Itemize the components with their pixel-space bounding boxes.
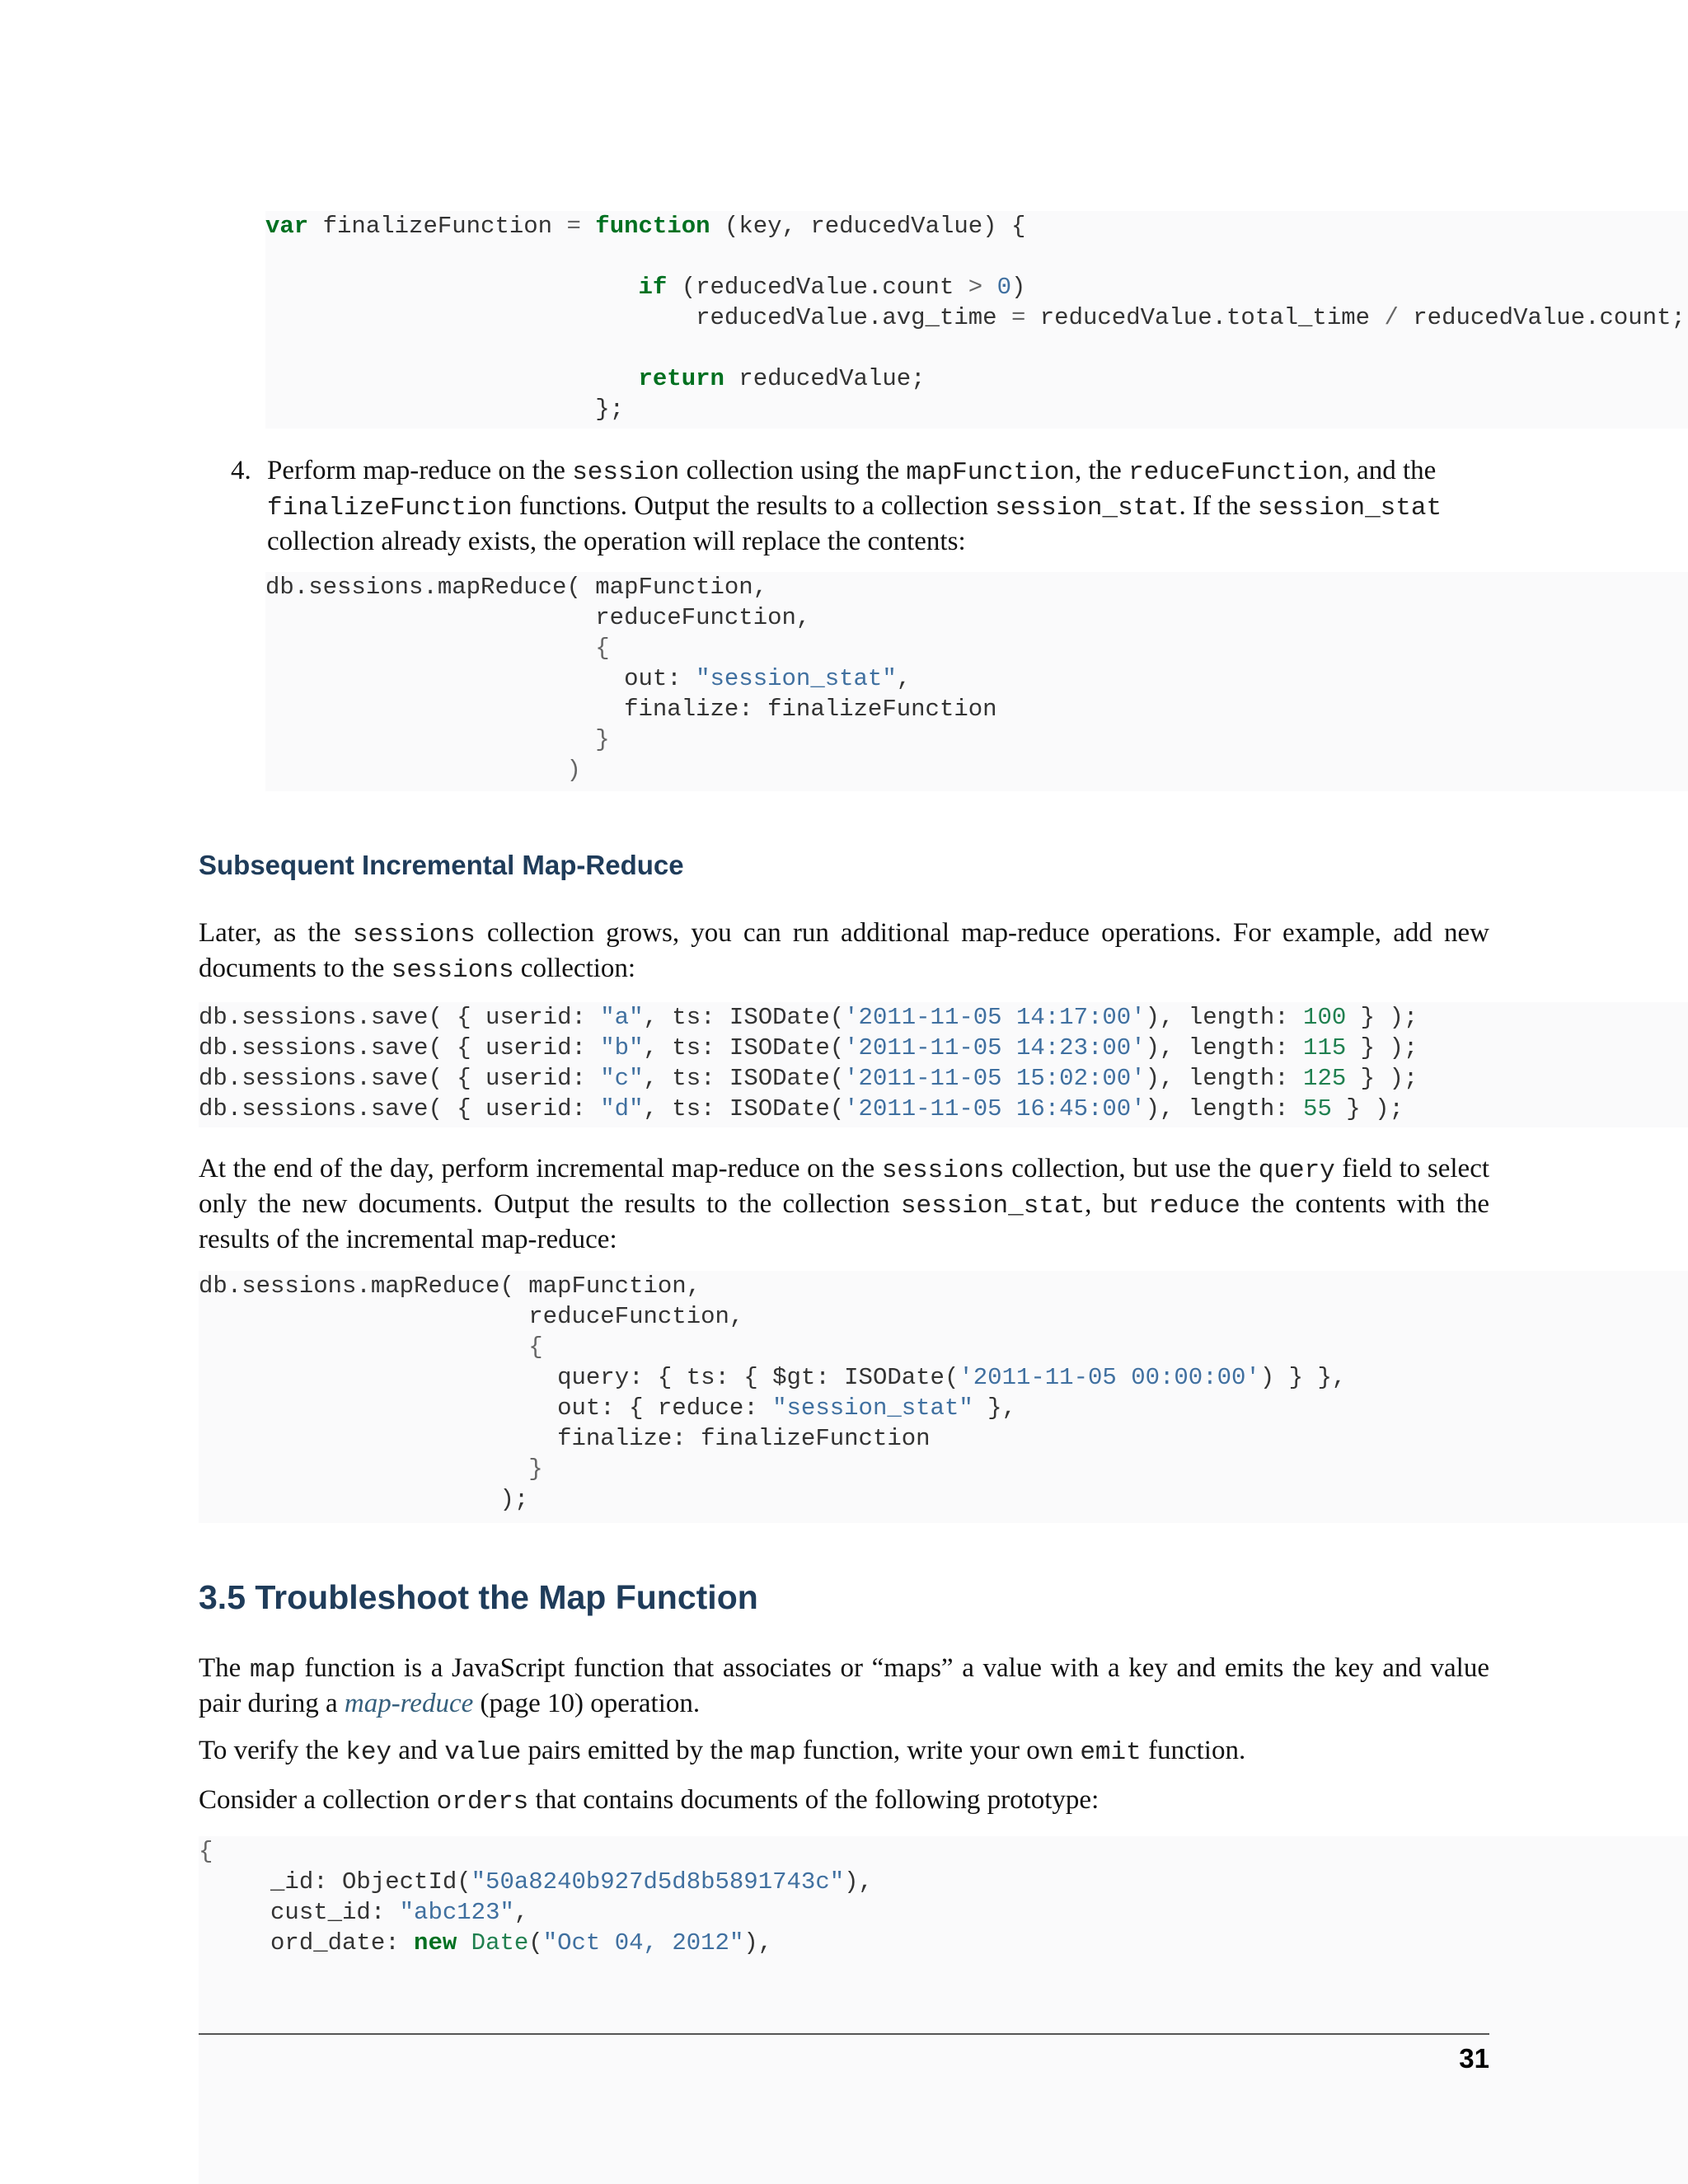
map-reduce-link[interactable]: map-reduce (344, 1689, 474, 1718)
code-line: var finalizeFunction = function (key, reducedValue) { (265, 213, 1026, 240)
code-block-orders-prototype (199, 1836, 1688, 2184)
code-block-incremental-map-reduce (199, 1271, 1688, 1523)
code-line: if (reducedValue.count > 0) (638, 274, 1026, 301)
page-number: 31 (1459, 2043, 1489, 2074)
list-number: 4. (231, 456, 251, 485)
code-line: } (528, 1455, 543, 1483)
code-line: { (528, 1333, 543, 1361)
subsection-title: Subsequent Incremental Map-Reduce (199, 850, 684, 880)
code-line: ) (566, 757, 581, 784)
step-4-text: Perform map-reduce on the session collection using the mapFunction, the reduceFunction, and the finalizeFunction functions. Output the results to a collection session_stat. If the session_stat collection already exists, the operation will replace the contents: (267, 456, 1442, 556)
code-line: cust_id: "abc123", (270, 1899, 529, 1926)
code-block-sessions-save (199, 1002, 1688, 1127)
code-line: ); (499, 1486, 529, 1513)
code-line: _id: ObjectId("50a8240b927d5d8b5891743c"), (270, 1868, 873, 1896)
code-line: out: { reduce: "session_stat" }, (557, 1394, 1016, 1422)
code-line: finalize: finalizeFunction (557, 1425, 931, 1452)
code-line: ord_date: new Date("Oct 04, 2012"), (270, 1929, 773, 1957)
code-line: reducedValue.avg_time = reducedValue.total_time / reducedValue.count; (696, 304, 1686, 331)
code-line: db.sessions.save( { userid: "b", ts: ISODate('2011-11-05 14:23:00'), length: 115 } ); (199, 1034, 1418, 1062)
paragraph-later: Later, as the sessions collection grows, you can run additional map-reduce operations. For example, add new documents to the sessions collection: (199, 918, 1489, 985)
section-title: 3.5 Troubleshoot the Map Function (199, 1578, 758, 1616)
code-line: { (595, 635, 610, 662)
code-block-map-reduce (265, 572, 1688, 791)
code-line: db.sessions.save( { userid: "d", ts: ISODate('2011-11-05 16:45:00'), length: 55 } ); (199, 1095, 1404, 1122)
code-line: db.sessions.mapReduce( mapFunction, (199, 1272, 701, 1300)
code-line: }; (595, 396, 625, 423)
paragraph-verify: To verify the key and value pairs emitted by the map function, write your own emit function. (199, 1736, 1246, 1767)
paragraph-end-of-day: At the end of the day, perform incremental map-reduce on the sessions collection, but use the query field to select only the new documents. Output the results to the collection session_stat, but reduce the contents with the results of the incremental map-reduce: (199, 1154, 1490, 1254)
list-item-step-4 (231, 454, 1492, 558)
code-line: reduceFunction, (595, 604, 811, 631)
code-line: finalize: finalizeFunction (624, 696, 997, 723)
code-block-finalize-function (265, 211, 1688, 429)
code-line: out: "session_stat", (624, 665, 912, 692)
code-line: { (199, 1838, 213, 1865)
code-line: reduceFunction, (528, 1303, 744, 1330)
footer-rule (199, 2033, 1489, 2035)
code-line: db.sessions.mapReduce( mapFunction, (265, 574, 768, 601)
code-line: } (595, 726, 610, 753)
paragraph-consider: Consider a collection orders that contains documents of the following prototype: (199, 1785, 1100, 1816)
code-line: return reducedValue; (638, 365, 926, 392)
code-line: query: { ts: { $gt: ISODate('2011-11-05 00:00:00') } }, (557, 1364, 1347, 1391)
code-line: db.sessions.save( { userid: "c", ts: ISODate('2011-11-05 15:02:00'), length: 125 } ); (199, 1065, 1418, 1092)
code-line: db.sessions.save( { userid: "a", ts: ISODate('2011-11-05 14:17:00'), length: 100 } ); (199, 1004, 1418, 1031)
paragraph-map-function: The map function is a JavaScript function that associates or “maps” a value with a key and emits the key and value pair during a map-reduce (page 10) operation. (199, 1653, 1490, 1718)
